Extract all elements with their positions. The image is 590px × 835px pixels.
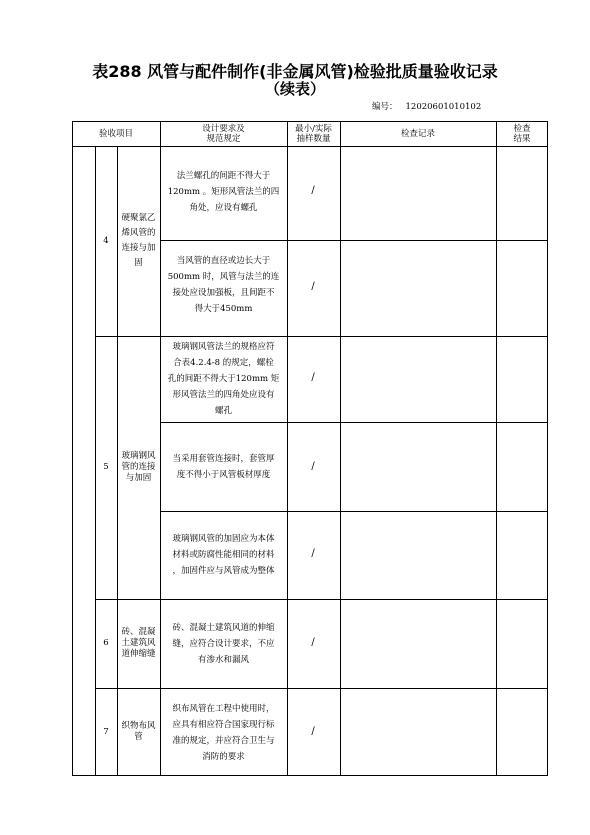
row-7-no: 7	[103, 726, 109, 737]
page-subtitle: （续表）	[264, 80, 325, 98]
row-5-sample-1: /	[311, 372, 315, 383]
record-code-value: 12020601010102	[405, 102, 482, 112]
row-6-sample-1: /	[311, 637, 315, 648]
row-5-name: 玻璃钢风 管的连接 与加固	[121, 451, 156, 483]
row-7-sample-1: /	[311, 726, 315, 737]
row-6-name: 砖、混凝 土建筑风 道伸缩缝	[121, 627, 156, 659]
row-4-sample-1: /	[311, 185, 315, 196]
record-code-label: 编号：	[372, 102, 398, 112]
row-5-spec-1: 玻璃钢风管法兰的规格应符 合表4.2.4-8 的规定，螺栓 孔的间距不得大于120mm 矩 形风管法兰的四角处应设有 螺孔	[167, 342, 280, 416]
header-spec: 设计要求及 规范规定	[202, 123, 245, 144]
header-result: 检查 结果	[513, 123, 531, 144]
row-4-sample-2: /	[311, 281, 315, 292]
row-4-spec-1: 法兰螺孔的间距不得大于 120mm 。矩形风管法兰的四 角处，应设有螺孔	[167, 171, 280, 213]
row-6-spec-1: 砖、混凝土建筑风道的伸缩 缝，应符合设计要求，不应 有渗水和漏风	[172, 623, 275, 665]
row-5-sample-3: /	[311, 548, 315, 559]
page-title: 表288 风管与配件制作(非金属风管)检验批质量验收记录	[92, 62, 498, 81]
row-7-spec-1: 织布风管在工程中使用时， 应具有相应符合国家现行标 准的规定，并应符合卫生与 消防的要求	[172, 704, 275, 762]
row-7-name: 织物布风 管	[121, 721, 156, 742]
header-sample: 最小/实际 抽样数量	[295, 123, 332, 144]
header-record: 检查记录	[400, 128, 435, 139]
row-5-spec-3: 玻璃钢风管的加固应为本体 材料或防腐性能相同的材料 ，加固件应与风管成为整体	[172, 534, 275, 576]
row-4-spec-2: 当风管的直径或边长大于 500mm 时，风管与法兰的连 接处应设加强板，且间距不 得大于450mm	[167, 256, 280, 314]
row-5-sample-2: /	[311, 461, 315, 472]
row-4-no: 4	[103, 235, 109, 246]
row-5-no: 5	[103, 462, 109, 472]
row-4-name: 硬聚氯乙 烯风管的 连接与加 固	[121, 213, 156, 268]
header-item: 验收项目	[98, 128, 133, 139]
row-6-no: 6	[103, 638, 109, 648]
row-5-spec-2: 当采用套管连接时，套管厚 度不得小于风管板材厚度	[172, 454, 275, 480]
